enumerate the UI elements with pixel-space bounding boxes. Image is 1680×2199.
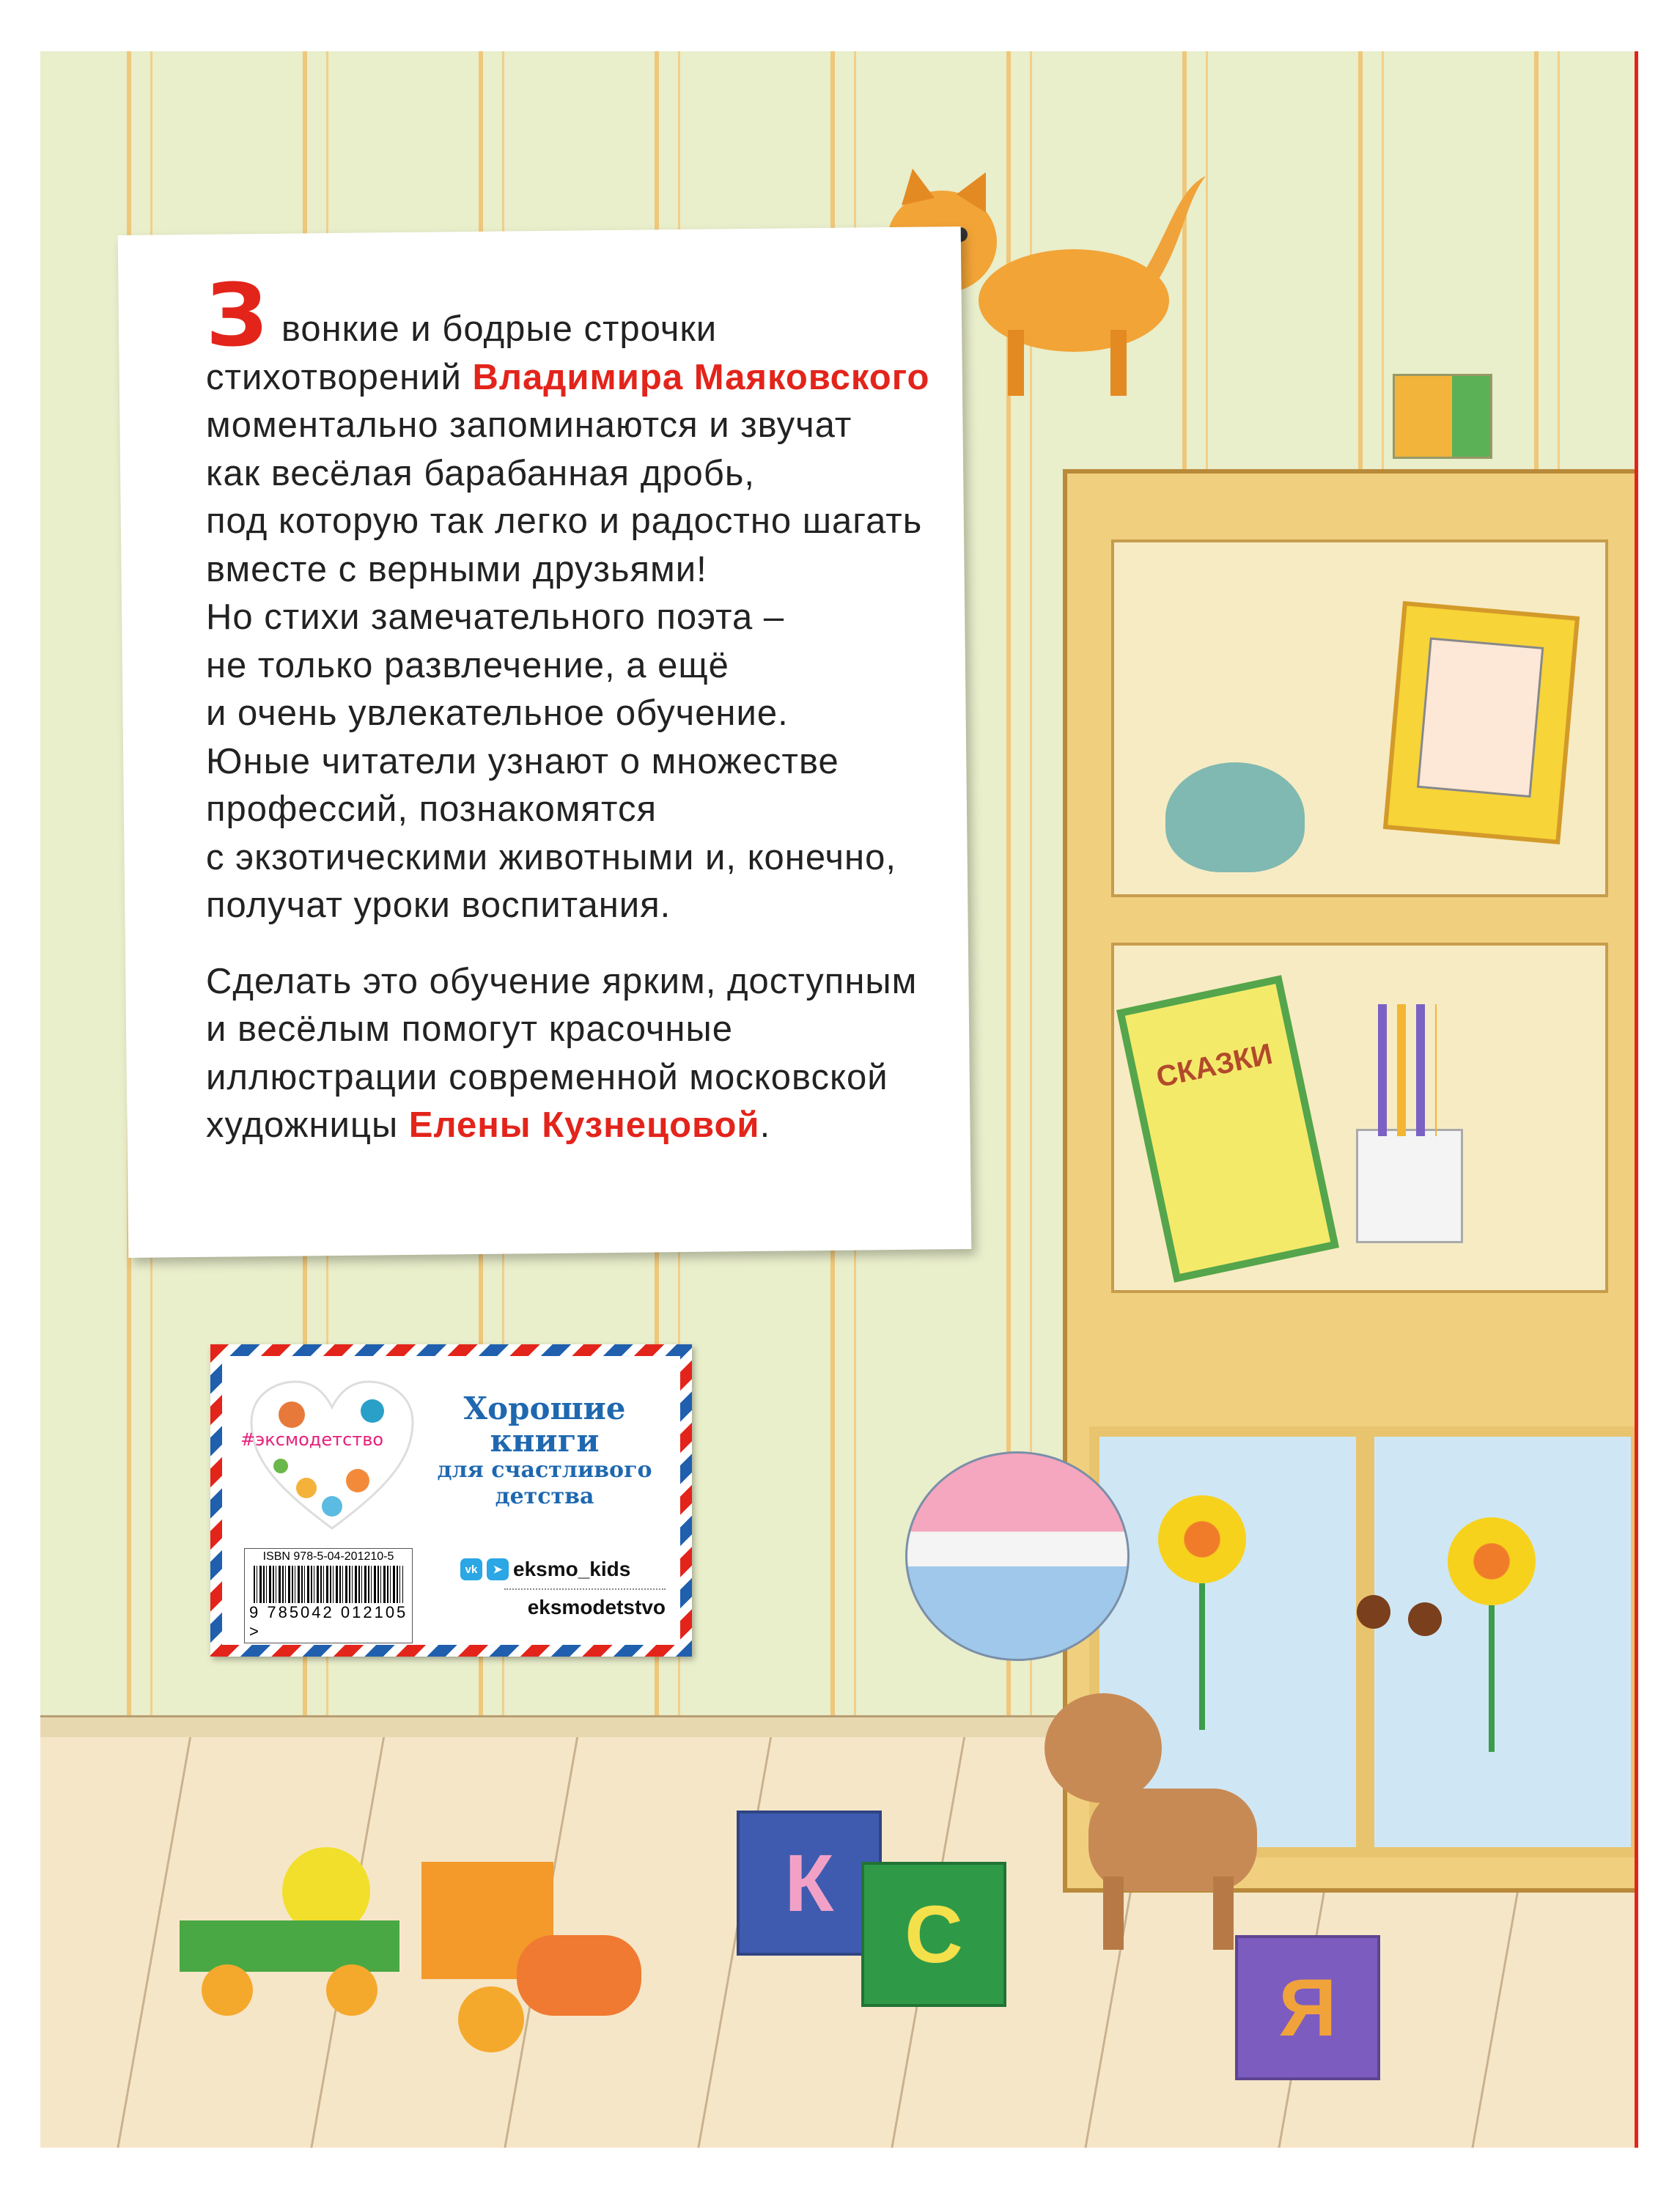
seashell-icon bbox=[1165, 762, 1305, 872]
illustrator-name: Елены Кузнецовой bbox=[408, 1105, 760, 1145]
social-handle-kids[interactable]: eksmo_kids bbox=[513, 1558, 631, 1580]
social-handle-detstvo[interactable]: eksmodetstvo bbox=[527, 1596, 666, 1618]
book-title: СКАЗКИ bbox=[1153, 1037, 1275, 1094]
cabinet-door-right bbox=[1364, 1426, 1636, 1857]
toy-dog bbox=[979, 1671, 1286, 1964]
photo-frame bbox=[1383, 601, 1580, 844]
flower-icon bbox=[1158, 1495, 1246, 1583]
author-name: Владимира Маяковского bbox=[472, 357, 930, 397]
toy-cube bbox=[1393, 374, 1492, 459]
spine-edge-line bbox=[1635, 51, 1638, 2148]
publisher-sticker bbox=[210, 1344, 692, 1657]
heart-logo-icon bbox=[248, 1378, 416, 1532]
slogan: Хорошие книги для счастливого детства bbox=[437, 1391, 652, 1509]
drop-cap: З bbox=[206, 265, 268, 366]
dotted-divider bbox=[504, 1588, 666, 1590]
fairy-tale-book bbox=[1116, 975, 1339, 1283]
outro-paragraph: Сделать это обучение ярким, доступным и весёлым помогут красочные иллюстрации современной московской художницы Елены Кузнецовой. bbox=[206, 961, 918, 1145]
toy-block-ya: Я bbox=[1235, 1935, 1380, 2080]
toy-block-k: К bbox=[737, 1811, 882, 1956]
vk-icon[interactable]: vk bbox=[460, 1558, 482, 1580]
toy-train bbox=[180, 1847, 656, 2067]
ean-number: 9 785042 012105 > bbox=[249, 1603, 412, 1641]
pencils bbox=[1378, 1004, 1437, 1136]
isbn-barcode bbox=[244, 1548, 413, 1643]
shelf-top bbox=[1111, 539, 1608, 897]
door-knob bbox=[1357, 1595, 1390, 1629]
door-knob bbox=[1408, 1602, 1442, 1636]
isbn-text: ISBN 978-5-04-201210-5 bbox=[262, 1550, 394, 1563]
shelf-middle bbox=[1111, 943, 1608, 1293]
toy-ball bbox=[905, 1451, 1130, 1661]
flower-icon bbox=[1448, 1517, 1536, 1605]
telegram-icon[interactable]: ➤ bbox=[487, 1558, 509, 1580]
toy-block-s: С bbox=[861, 1862, 1006, 2007]
social-links bbox=[460, 1558, 666, 1619]
hashtag: #эксмодетство bbox=[240, 1429, 384, 1450]
flower-stem bbox=[1489, 1605, 1495, 1752]
pencil-cup bbox=[1356, 1129, 1463, 1243]
intro-paragraph: Звонкие и бодрые строчки стихотворений Владимира Маяковского моментально запоминаются и звучат как весёлая барабанная дробь, под которую так легко и радостно шагать вместе с верными друзьями! Но стихи замечательного поэта – не только развлечение, а ещё и очень увлекательное обучение. Юные читатели узнают о множестве профессий, познакомятся с экзотическими животными и, конечно, получат уроки воспитания. bbox=[206, 265, 930, 925]
annotation-text bbox=[206, 265, 939, 1150]
